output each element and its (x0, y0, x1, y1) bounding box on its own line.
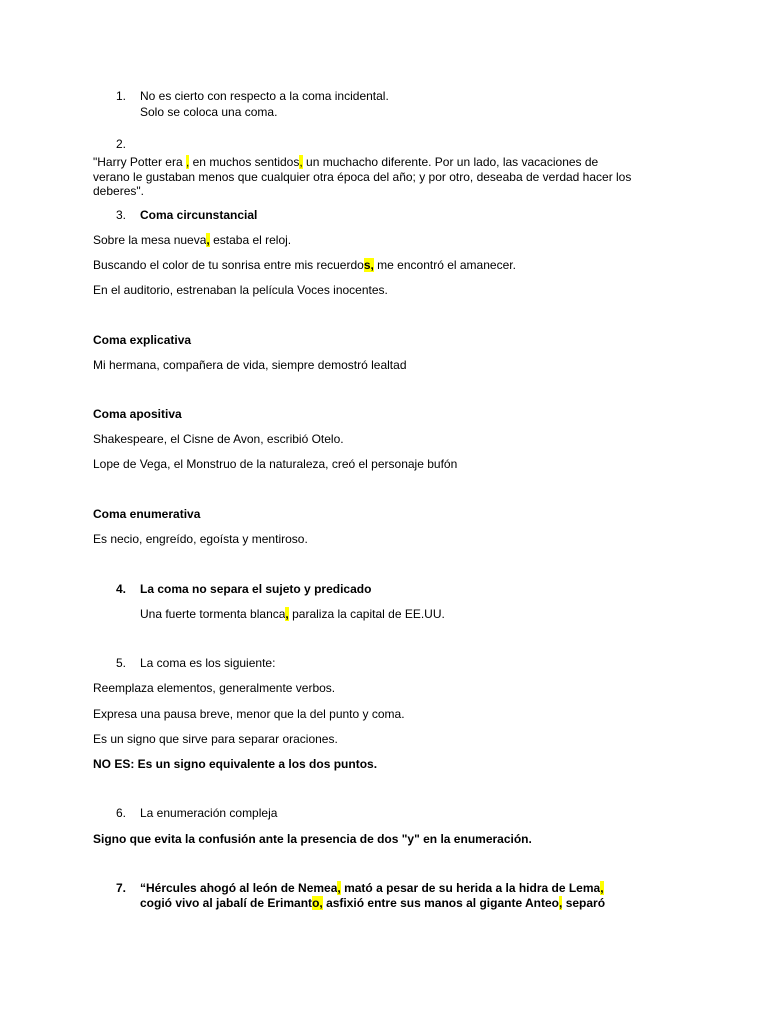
explicativa-title: Coma explicativa (93, 333, 192, 347)
apositiva-title: Coma apositiva (93, 407, 182, 421)
q2-number: 2. (116, 137, 127, 151)
highlighted-comma: , (559, 896, 563, 910)
explicativa-sentence: Mi hermana, compañera de vida, siempre demostró lealtad (93, 358, 407, 372)
q5-option1: Reemplaza elementos, generalmente verbos. (93, 681, 336, 695)
text: en muchos sentidos (189, 155, 300, 169)
q5-answer: NO ES: Es un signo equivalente a los dos puntos. (93, 757, 378, 771)
q5-title: La coma es los siguiente: (140, 656, 276, 670)
text: un muchacho diferente. Por un lado, las vacaciones de (302, 155, 599, 169)
text: “Hércules ahogó al león de Nemea (140, 881, 338, 895)
q2-quote-line1 (93, 155, 598, 170)
text: me encontró el amanecer. (373, 258, 516, 272)
text: "Harry Potter era (93, 155, 186, 169)
text: mató a pesar de su herida a la hidra de Lema (340, 881, 601, 895)
enumerativa-sentence: Es necio, engreído, egoísta y mentiroso. (93, 532, 308, 546)
q6-answer: Signo que evita la confusión ante la presencia de dos "y" en la enumeración. (93, 832, 532, 846)
q2-quote-line2: verano le gustaban menos que cualquier otra época del año; y por otro, deseaba de verdad hacer los (93, 170, 632, 184)
q2-quote-line3: deberes". (93, 184, 144, 198)
q3-number: 3. (116, 208, 127, 222)
q4-sentence (140, 607, 445, 622)
highlighted-comma: , (285, 607, 289, 621)
q6-number: 6. (116, 806, 127, 820)
q1-line2: Solo se coloca una coma. (140, 105, 278, 119)
q3-sentence3: En el auditorio, estrenaban la película Voces inocentes. (93, 283, 388, 297)
text: Una fuerte tormenta blanca (140, 607, 286, 621)
highlighted-comma: , (206, 233, 210, 247)
q6-title: La enumeración compleja (140, 806, 278, 820)
highlighted-text: o, (312, 896, 323, 910)
text: Buscando el color de tu sonrisa entre mis recuerdo (93, 258, 364, 272)
text: estaba el reloj. (209, 233, 292, 247)
text: Sobre la mesa nueva (93, 233, 207, 247)
highlighted-text: s, (363, 258, 374, 272)
q3-sentence1 (93, 233, 291, 248)
q4-title: La coma no separa el sujeto y predicado (140, 582, 372, 596)
highlighted-comma: , (299, 155, 303, 169)
text: separó (562, 896, 606, 910)
highlighted-comma: , (600, 881, 604, 895)
q3-title: Coma circunstancial (140, 208, 258, 222)
q3-sentence2 (93, 258, 516, 273)
q7-number: 7. (116, 881, 127, 895)
enumerativa-title: Coma enumerativa (93, 507, 201, 521)
q7-line1 (140, 881, 604, 896)
highlighted-comma: , (185, 155, 190, 169)
q5-option3: Es un signo que sirve para separar oraciones. (93, 732, 338, 746)
q4-number: 4. (116, 582, 127, 596)
q5-number: 5. (116, 656, 127, 670)
apositiva-sentence1: Shakespeare, el Cisne de Avon, escribió Otelo. (93, 432, 344, 446)
q5-option2: Expresa una pausa breve, menor que la del punto y coma. (93, 707, 405, 721)
text: cogió vivo al jabalí de Erimant (140, 896, 313, 910)
q7-line2 (140, 896, 605, 911)
text: paraliza la capital de EE.UU. (288, 607, 445, 621)
highlighted-comma: , (337, 881, 341, 895)
text: asfixió entre sus manos al gigante Anteo (322, 896, 560, 910)
apositiva-sentence2: Lope de Vega, el Monstruo de la naturaleza, creó el personaje bufón (93, 457, 458, 471)
q1-number: 1. (116, 89, 127, 103)
q1-line1: No es cierto con respecto a la coma incidental. (140, 89, 389, 103)
